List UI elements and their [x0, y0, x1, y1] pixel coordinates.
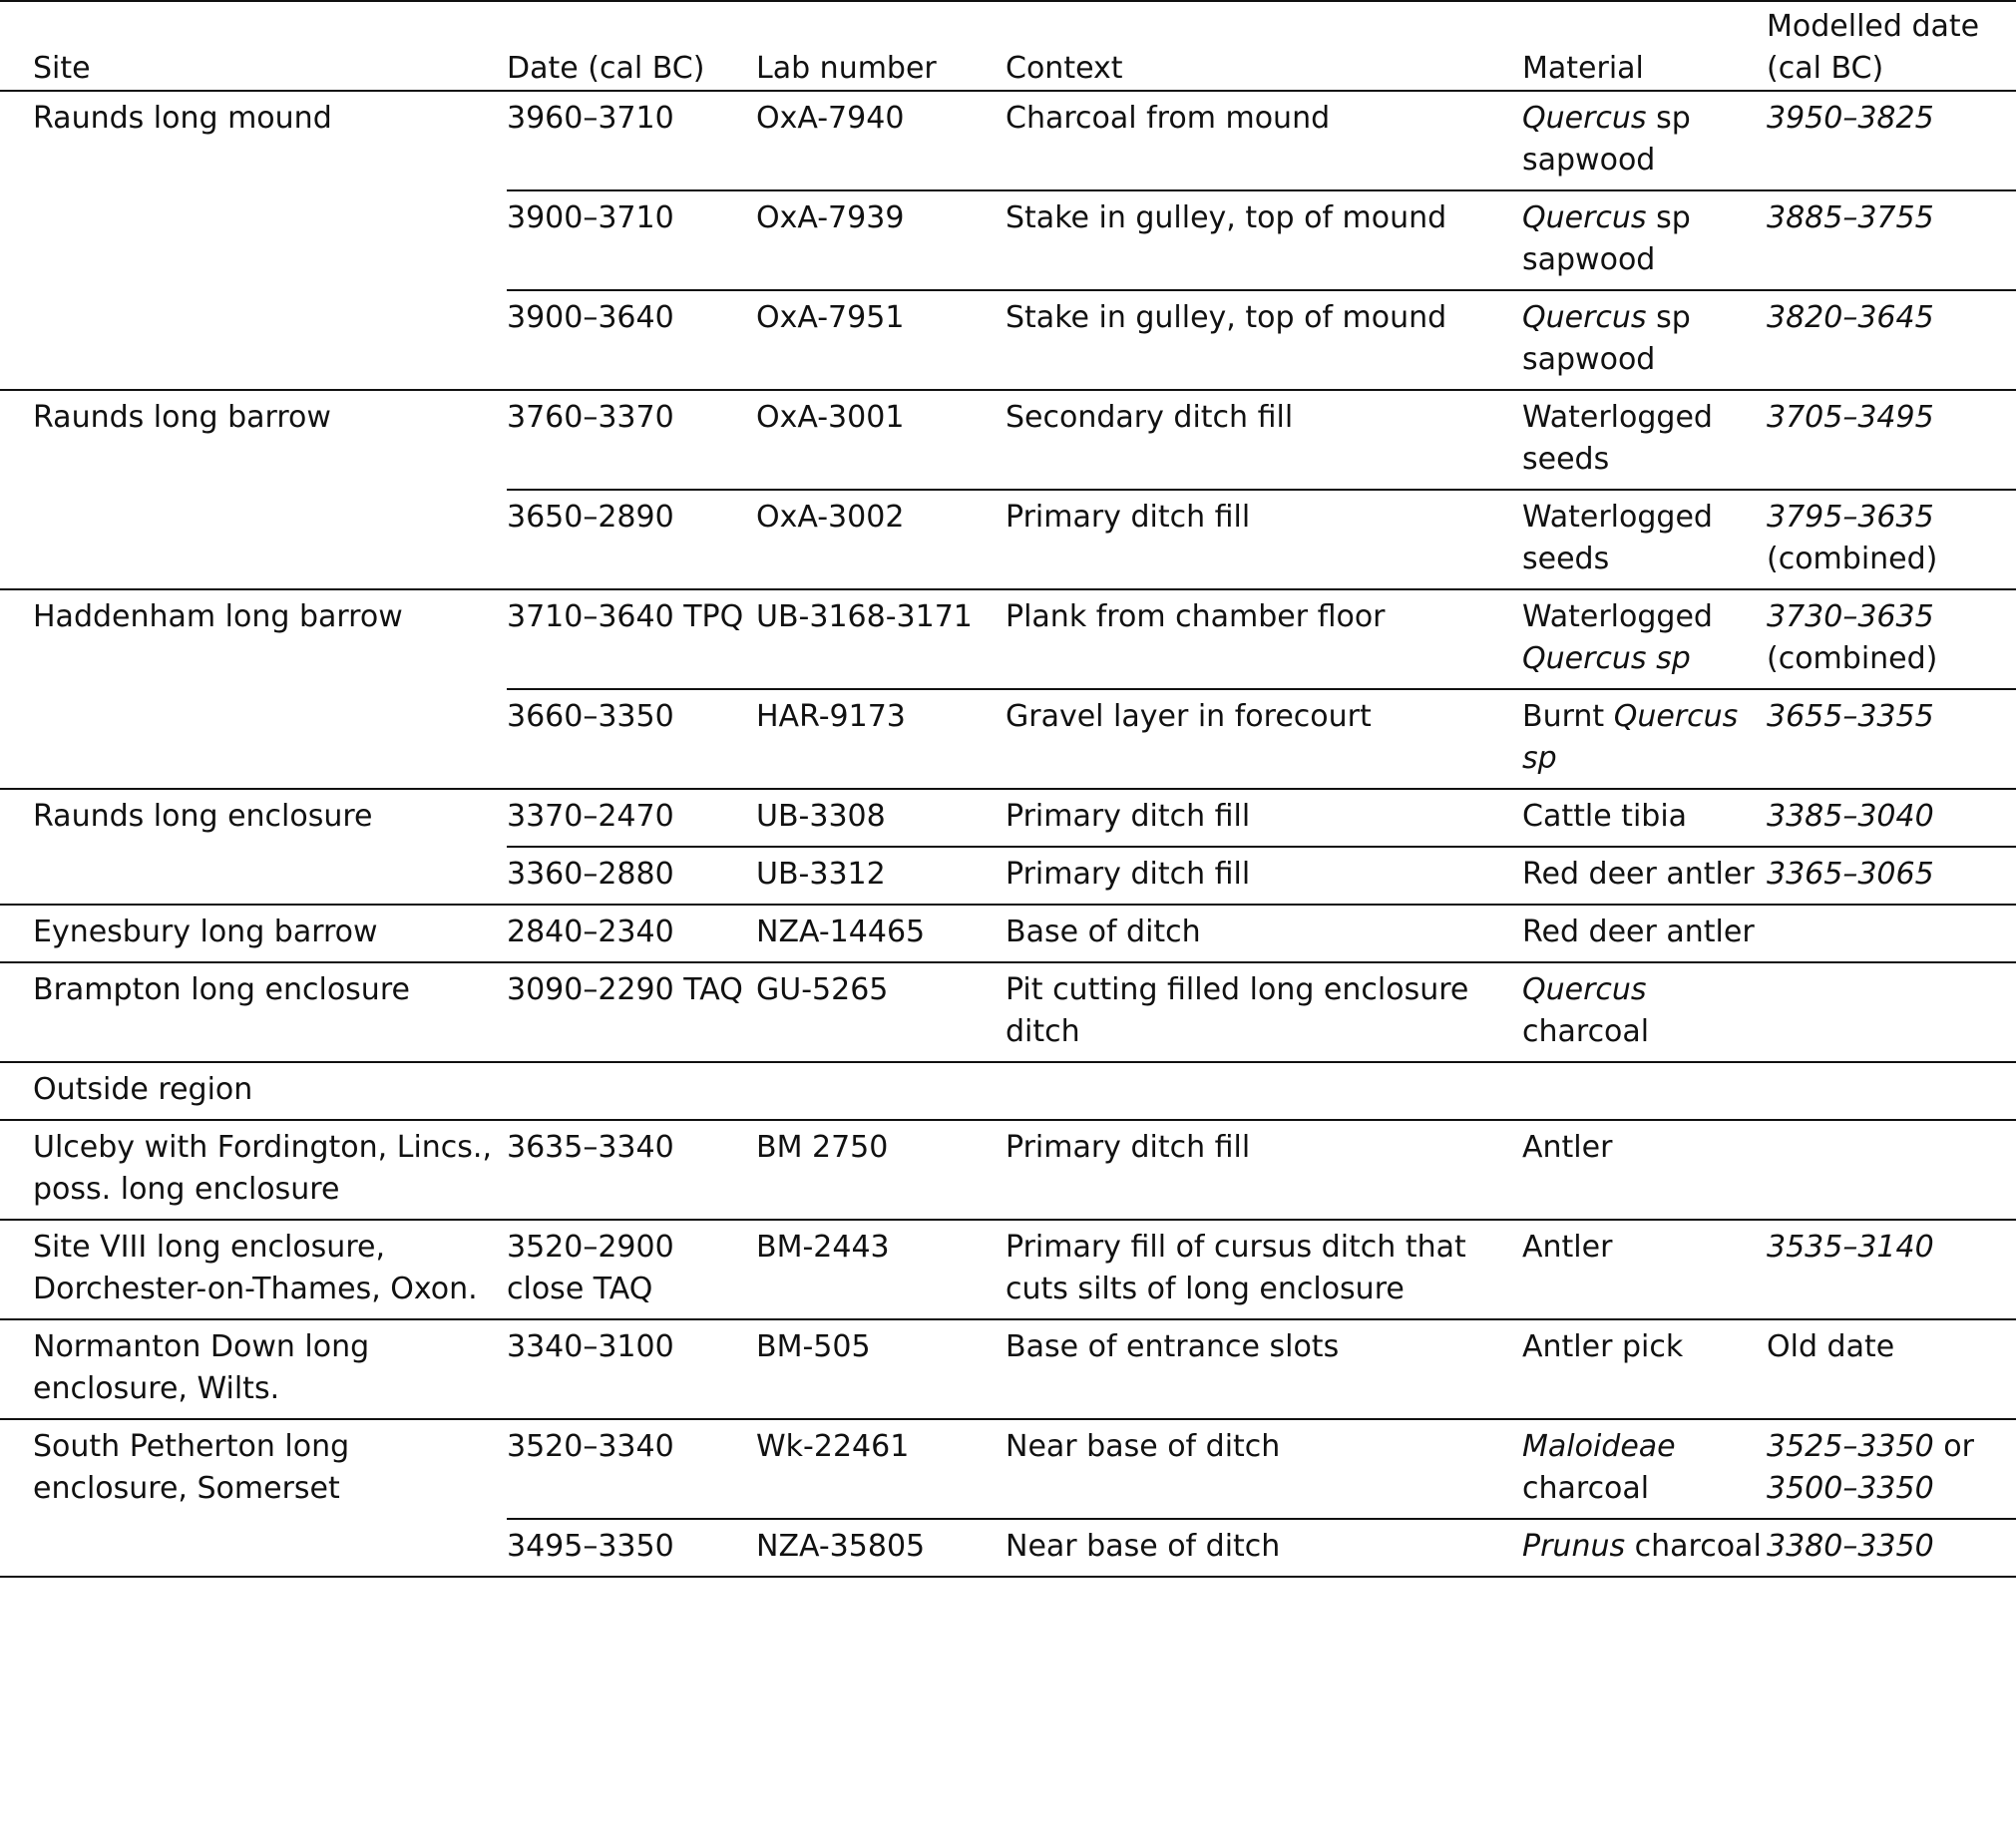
cell-material [1522, 962, 1767, 1062]
material-text: charcoal [1625, 1529, 1762, 1564]
modelled-value: 3795–3635 [1767, 500, 1934, 535]
cell-material: Waterlogged seeds [1522, 400, 1713, 477]
cell-material: Cattle tibia [1522, 799, 1688, 834]
cell-lab: OxA-7951 [756, 290, 1006, 390]
cell-context: Primary fill of cursus ditch that cuts silts of long enclosure [1006, 1230, 1466, 1306]
cell-lab: UB-3312 [756, 847, 1006, 905]
table-row [0, 1319, 2016, 1419]
cell-date: 3760–3370 [507, 400, 674, 435]
cell-modelled [1767, 91, 2016, 190]
cell-date: 3900–3640 [507, 290, 756, 390]
cell-context: Primary ditch fill [1006, 1130, 1251, 1165]
cell-context: Near base of ditch [1006, 1519, 1522, 1577]
table-row [0, 689, 2016, 789]
cell-site: Normanton Down long enclosure, Wilts. [33, 1329, 370, 1406]
header-date: Date (cal BC) [507, 51, 705, 86]
cell-context: Pit cutting filled long enclosure ditch [1006, 972, 1469, 1049]
header-lab-number: Lab number [756, 51, 937, 86]
cell-site: Raunds long enclosure [33, 799, 373, 834]
cell-site [0, 290, 507, 390]
cell-lab: HAR-9173 [756, 689, 1006, 789]
table-row [0, 190, 2016, 290]
cell-site: Raunds long barrow [33, 400, 331, 435]
cell-material [1522, 1062, 1767, 1120]
cell-context: Gravel layer in forecourt [1006, 689, 1522, 789]
table-row [0, 91, 2016, 190]
header-material: Material [1522, 51, 1644, 86]
cell-modelled [1767, 390, 2016, 490]
modelled-value: 3525–3350 [1767, 1429, 1934, 1464]
cell-date: 3710–3640 TPQ [507, 599, 744, 634]
modelled-value: 3655–3355 [1767, 699, 1934, 734]
modelled-value: 3820–3645 [1767, 300, 1934, 335]
cell-material: Antler [1522, 1230, 1613, 1265]
cell-date: 3370–2470 [507, 799, 674, 834]
cell-modelled [1767, 847, 2016, 905]
cell-site [0, 490, 507, 589]
material-taxon: Quercus sp [1522, 641, 1691, 676]
material-taxon: Quercus [1522, 200, 1647, 235]
cell-date: 3960–3710 [507, 101, 674, 136]
table-row [0, 1419, 2016, 1519]
table-row [0, 490, 2016, 589]
section-label: Outside region [33, 1072, 253, 1107]
cell-material: Waterlogged seeds [1522, 490, 1767, 589]
cell-context: Base of ditch [1006, 915, 1201, 949]
cell-date: 3360–2880 [507, 847, 756, 905]
cell-lab: OxA-7939 [756, 190, 1006, 290]
table-row [0, 1220, 2016, 1319]
cell-site: Ulceby with Fordington, Lincs., poss. long enclosure [33, 1130, 493, 1207]
cell-lab: Wk-22461 [756, 1429, 910, 1464]
header-row [0, 1, 2016, 91]
cell-date: 3090–2290 TAQ [507, 972, 743, 1007]
cell-context [1006, 1062, 1522, 1120]
cell-date: 2840–2340 [507, 915, 674, 949]
modelled-value-alt: 3500–3350 [1767, 1471, 1934, 1506]
modelled-value: 3535–3140 [1767, 1230, 1934, 1265]
header-modelled-date: Modelled date (cal BC) [1767, 9, 1980, 86]
cell-context: Stake in gulley, top of mound [1006, 190, 1522, 290]
cell-lab: UB-3168-3171 [756, 599, 973, 634]
cell-modelled [1767, 1120, 2016, 1220]
cell-site: Brampton long enclosure [33, 972, 410, 1007]
table-row [0, 789, 2016, 847]
material-taxon: Quercus sp [1522, 699, 1739, 776]
cell-modelled [1767, 789, 2016, 847]
material-text: Waterlogged [1522, 599, 1713, 634]
cell-date: 3340–3100 [507, 1329, 674, 1364]
modelled-note: (combined) [1767, 641, 1938, 676]
cell-context: Base of entrance slots [1006, 1329, 1340, 1364]
cell-lab: NZA-14465 [756, 915, 926, 949]
material-text: Burnt [1522, 699, 1614, 734]
table-row [0, 962, 2016, 1062]
table-row [0, 589, 2016, 689]
material-text: charcoal [1522, 1471, 1650, 1506]
cell-modelled [1767, 190, 2016, 290]
cell-date: 3520–2900 close TAQ [507, 1230, 674, 1306]
modelled-value: 3950–3825 [1767, 101, 1934, 136]
cell-date: 3635–3340 [507, 1130, 674, 1165]
cell-context: Charcoal from mound [1006, 101, 1331, 136]
cell-lab: BM-505 [756, 1329, 871, 1364]
cell-context: Primary ditch fill [1006, 847, 1522, 905]
cell-material: Antler pick [1522, 1329, 1684, 1364]
cell-lab: BM 2750 [756, 1130, 889, 1165]
cell-modelled [1767, 589, 2016, 689]
section-row-outside-region [0, 1062, 2016, 1120]
cell-date: 3900–3710 [507, 190, 756, 290]
table-row [0, 1120, 2016, 1220]
table-row [0, 847, 2016, 905]
cell-modelled [1767, 689, 2016, 789]
cell-date: 3650–2890 [507, 490, 756, 589]
cell-modelled [1767, 905, 2016, 962]
cell-date: 3495–3350 [507, 1519, 756, 1577]
cell-material [1522, 589, 1767, 689]
table-row [0, 905, 2016, 962]
cell-context: Primary ditch fill [1006, 799, 1251, 834]
table-row [0, 290, 2016, 390]
cell-date: 3520–3340 [507, 1429, 674, 1464]
cell-material [1522, 290, 1767, 390]
cell-site: Raunds long mound [33, 101, 332, 136]
cell-modelled [1767, 1519, 2016, 1577]
cell-lab: OxA-7940 [756, 101, 905, 136]
cell-lab [756, 1062, 1006, 1120]
material-taxon: Prunus [1522, 1529, 1626, 1564]
modelled-value: 3365–3065 [1767, 857, 1934, 892]
cell-site [0, 1519, 507, 1577]
cell-context: Primary ditch fill [1006, 490, 1522, 589]
cell-date: 3660–3350 [507, 689, 756, 789]
cell-material: Red deer antler [1522, 915, 1755, 949]
cell-date [507, 1062, 756, 1120]
cell-lab: NZA-35805 [756, 1519, 1006, 1577]
cell-modelled [1767, 1419, 2016, 1519]
material-taxon: Maloideae [1522, 1429, 1676, 1464]
cell-site [0, 190, 507, 290]
cell-material [1522, 689, 1767, 789]
modelled-value: 3885–3755 [1767, 200, 1934, 235]
cell-context: Plank from chamber floor [1006, 599, 1386, 634]
modelled-note: (combined) [1767, 542, 1938, 576]
modelled-or: or [1933, 1429, 1974, 1464]
cell-site: Eynesbury long barrow [33, 915, 378, 949]
material-text: sp sapwood [1522, 300, 1691, 377]
cell-lab: OxA-3001 [756, 400, 905, 435]
cell-lab: OxA-3002 [756, 490, 1006, 589]
cell-lab: BM-2443 [756, 1230, 890, 1265]
modelled-value: 3380–3350 [1767, 1529, 1934, 1564]
header-site: Site [33, 51, 91, 86]
cell-context: Secondary ditch fill [1006, 400, 1294, 435]
cell-modelled [1767, 490, 2016, 589]
table-row [0, 390, 2016, 490]
cell-site: Haddenham long barrow [33, 599, 403, 634]
cell-modelled [1767, 962, 2016, 1062]
material-text: sp sapwood [1522, 101, 1691, 178]
cell-modelled [1767, 1220, 2016, 1319]
cell-material [1522, 91, 1767, 190]
cell-material [1522, 1419, 1767, 1519]
cell-site [0, 689, 507, 789]
modelled-value: 3705–3495 [1767, 400, 1934, 435]
cell-lab: GU-5265 [756, 972, 889, 1007]
cell-context: Near base of ditch [1006, 1429, 1281, 1464]
cell-modelled [1767, 290, 2016, 390]
cell-site: Site VIII long enclosure, Dorchester-on-Thames, Oxon. [33, 1230, 478, 1306]
cell-material [1522, 1519, 1767, 1577]
material-text: charcoal [1522, 1014, 1650, 1049]
cell-material: Antler [1522, 1130, 1613, 1165]
cell-material: Red deer antler [1522, 847, 1767, 905]
table-row [0, 1519, 2016, 1577]
cell-lab: UB-3308 [756, 799, 886, 834]
cell-site: South Petherton long enclosure, Somerset [33, 1429, 350, 1506]
cell-modelled: Old date [1767, 1329, 1895, 1364]
modelled-value: 3730–3635 [1767, 599, 1934, 634]
material-taxon: Quercus [1522, 101, 1647, 136]
material-text: sp sapwood [1522, 200, 1691, 277]
header-context: Context [1006, 51, 1123, 86]
modelled-value: 3385–3040 [1767, 799, 1934, 834]
cell-modelled [1767, 1062, 2016, 1120]
cell-material [1522, 190, 1767, 290]
material-taxon: Quercus [1522, 300, 1647, 335]
cell-context: Stake in gulley, top of mound [1006, 290, 1522, 390]
material-taxon: Quercus [1522, 972, 1647, 1007]
cell-site [0, 847, 507, 905]
